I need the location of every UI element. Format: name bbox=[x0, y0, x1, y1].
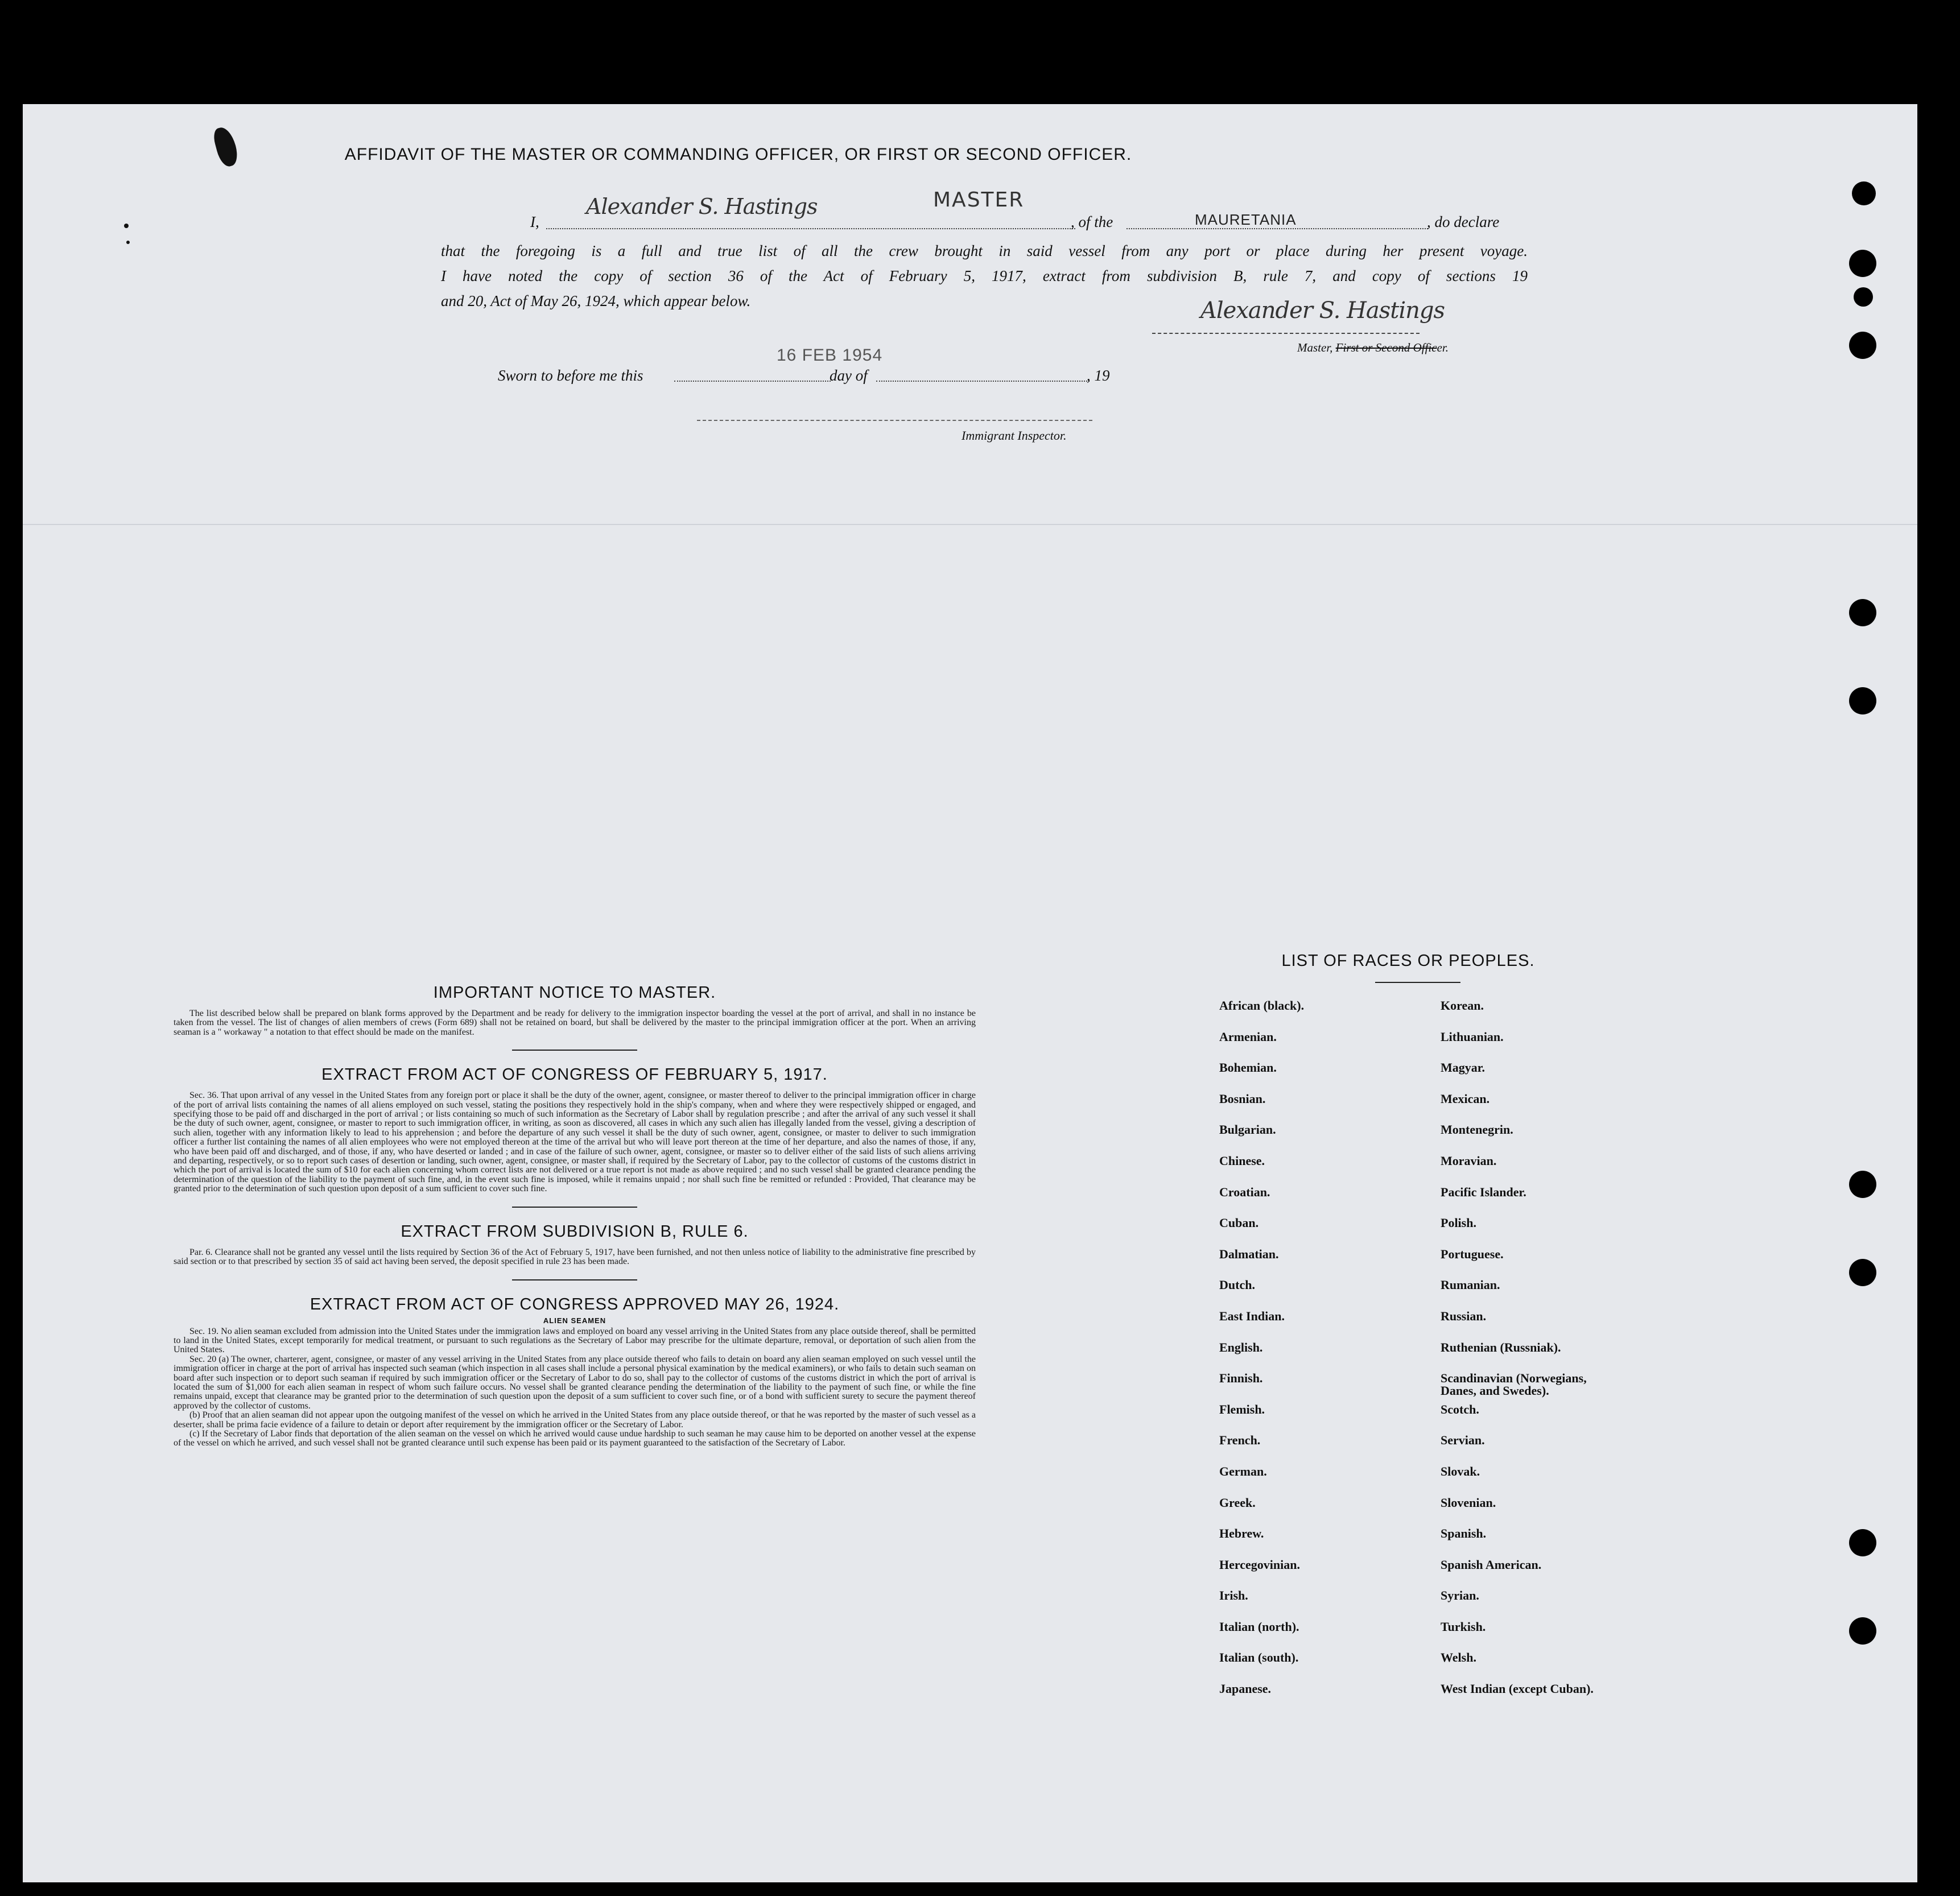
master-caption bbox=[1297, 341, 1449, 355]
race-item: Mexican. bbox=[1441, 1091, 1490, 1106]
race-item: Greek. bbox=[1219, 1495, 1256, 1510]
race-item: Turkish. bbox=[1441, 1619, 1486, 1634]
races-title: LIST OF RACES OR PEOPLES. bbox=[1281, 952, 1535, 970]
punch-hole bbox=[1849, 599, 1876, 626]
races-right-column bbox=[1441, 999, 1759, 1714]
punch-hole bbox=[1849, 1259, 1876, 1286]
master-caption-prefix: Master, bbox=[1297, 341, 1336, 354]
sworn-month-line bbox=[876, 381, 1090, 382]
race-item: Japanese. bbox=[1219, 1682, 1272, 1696]
sec-19-paragraph: Sec. 19. No alien seaman excluded from admission into the United States under the immigration laws and employed on board any vessel arriving in the United States from any place outside thereof, shall be permitted to land in the United States, except temporarily for medical treatment, or pursuant to such regulations as the Secretary of Labor may prescribe for the ultimate departure, removal, or deportation of such alien from the United States. bbox=[174, 1326, 976, 1355]
race-item: Scotch. bbox=[1441, 1402, 1479, 1416]
declaration-line-1: that the foregoing is a full and true list of all the crew brought in said vessel from any port or place during her present voyage. bbox=[441, 242, 1528, 259]
sec-20c-paragraph: (c) If the Secretary of Labor finds that deportation of the alien seaman on the vessel on which he arrived would cause undue hardship to such seaman he may cause him to be deported on another vessel at the expense of the vessel on which he arrived, and such vessel shall not be granted clearance until such expense has been paid or its payment guaranteed to the satisfaction of the Secretary of Labor. bbox=[174, 1428, 976, 1448]
race-item: Slovak. bbox=[1441, 1464, 1480, 1478]
subdivision-title: EXTRACT FROM SUBDIVISION B, RULE 6. bbox=[401, 1222, 749, 1241]
affidavit-title: AFFIDAVIT OF THE MASTER OR COMMANDING OFFICER, OR FIRST OR SECOND OFFICER. bbox=[344, 145, 1132, 164]
race-item: Chinese. bbox=[1219, 1153, 1265, 1168]
handwritten-rank: MASTER bbox=[933, 188, 1025, 212]
notice-title: IMPORTANT NOTICE TO MASTER. bbox=[433, 984, 716, 1002]
race-item: English. bbox=[1219, 1340, 1263, 1354]
race-item: African (black). bbox=[1219, 998, 1305, 1013]
race-item: Scandinavian (Norwegians, Danes, and Swedes). bbox=[1441, 1371, 1587, 1398]
punch-hole bbox=[1849, 1617, 1876, 1645]
races-title-underline bbox=[1375, 982, 1460, 983]
race-item: Hercegovinian. bbox=[1219, 1557, 1300, 1572]
race-item: Moravian. bbox=[1441, 1153, 1497, 1168]
race-item: Cuban. bbox=[1219, 1216, 1259, 1230]
received-date-stamp: 16 FEB 1954 bbox=[777, 346, 883, 365]
master-signature: Alexander S. Hastings bbox=[1200, 298, 1445, 324]
sworn-label: Sworn to before me this bbox=[498, 367, 643, 384]
vessel-name: MAURETANIA bbox=[1195, 211, 1297, 228]
extract-1924-body bbox=[174, 1327, 976, 1448]
sec-20a-paragraph: Sec. 20 (a) The owner, charterer, agent, consignee, or master of any vessel arriving in the United States from any place outside thereof who fails to detain on board any alien seaman employed on such vessel until the immigration officer in charge at the port of arrival has inspected such seaman (which inspection in all cases shall include a personal physical examination by the medical examiners), or who fails to detain such seaman on board after such inspection or to deport such seaman if required by such immigration officer or the Secretary of Labor to do so, shall pay to the collector of customs of the customs district in which the port of arrival is located the sum of $1,000 for each alien seaman in respect of whom such failure occurs. No vessel shall be granted clearance pending the determination of the liability to the payment of such fine, or while the fine remains unpaid, except that clearance may be granted prior to the determination of such question upon the deposit of a sum sufficient to cover such fine, or of a bond with sufficient surety to secure the payment thereof approved by the collector of customs. bbox=[174, 1354, 976, 1411]
ink-speck-mark bbox=[124, 224, 129, 228]
race-item: East Indian. bbox=[1219, 1308, 1285, 1323]
race-item: Ruthenian (Russniak). bbox=[1441, 1340, 1561, 1354]
master-caption-suffix: er. bbox=[1437, 341, 1449, 354]
extract-1924-title: EXTRACT FROM ACT OF CONGRESS APPROVED MAY 26, 1924. bbox=[310, 1295, 840, 1313]
race-item: Lithuanian. bbox=[1441, 1029, 1504, 1044]
sworn-day-line bbox=[674, 381, 831, 382]
race-item: Syrian. bbox=[1441, 1588, 1479, 1603]
subdivision-body: Par. 6. Clearance shall not be granted any vessel until the lists required by Section 36 of the Act of February 5, 1917, have been furnished, and not then unless notice of liability to the administrative fine prescribed by said section or to that prescribed by section 35 of said act having been served, the deposit specified in rule 23 has been made. bbox=[174, 1247, 976, 1267]
punch-hole bbox=[1849, 250, 1876, 277]
race-item: Rumanian. bbox=[1441, 1278, 1500, 1292]
inspector-line bbox=[697, 420, 1092, 421]
race-item: French. bbox=[1219, 1433, 1261, 1448]
do-declare-label: , do declare bbox=[1427, 213, 1500, 230]
notice-body: The list described below shall be prepared on blank forms approved by the Department and be ready for delivery to the immigration inspector boarding the vessel at the port of arrival, and shall in no instance be taken from the vessel. The list of changes of alien members of crews (Form 689) shall not be retained on board, but shall be delivered by the master to the principal immigration officer at the port. When an arriving seaman is a " workaway " a notation to that effect should be made on the manifest. bbox=[174, 1009, 976, 1037]
document-page bbox=[23, 104, 1917, 1882]
signature-line bbox=[1152, 333, 1420, 334]
race-item: West Indian (except Cuban). bbox=[1441, 1682, 1594, 1696]
race-item: Magyar. bbox=[1441, 1060, 1486, 1075]
punch-hole bbox=[1854, 287, 1873, 307]
race-item: Croatian. bbox=[1219, 1184, 1270, 1199]
race-item: Slovenian. bbox=[1441, 1495, 1496, 1510]
race-item: Montenegrin. bbox=[1441, 1122, 1513, 1137]
name-line bbox=[546, 228, 1075, 229]
notice-section bbox=[174, 984, 976, 1448]
punch-hole bbox=[1849, 332, 1876, 359]
race-item: Russian. bbox=[1441, 1308, 1487, 1323]
race-item: Italian (south). bbox=[1219, 1650, 1299, 1665]
race-item: Bosnian. bbox=[1219, 1091, 1266, 1106]
race-item: Irish. bbox=[1219, 1588, 1248, 1603]
punch-hole bbox=[1849, 1171, 1876, 1198]
year-label: , 19 bbox=[1087, 367, 1110, 384]
race-item: Finnish. bbox=[1219, 1371, 1263, 1386]
divider bbox=[512, 1207, 637, 1208]
declaration-line-2: I have noted the copy of section 36 of the Act of February 5, 1917, extract from subdivision B, rule 7, and copy of sections 19 bbox=[441, 267, 1528, 284]
i-label: I, bbox=[530, 213, 539, 230]
race-item: Armenian. bbox=[1219, 1029, 1277, 1044]
divider bbox=[512, 1050, 637, 1051]
race-item: Servian. bbox=[1441, 1433, 1485, 1448]
race-item: Dalmatian. bbox=[1219, 1246, 1279, 1261]
punch-hole bbox=[1849, 687, 1876, 714]
race-item: Flemish. bbox=[1219, 1402, 1265, 1416]
punch-hole bbox=[1852, 181, 1876, 205]
race-item: Portuguese. bbox=[1441, 1246, 1504, 1261]
race-item: Bohemian. bbox=[1219, 1060, 1277, 1075]
extract-1917-title: EXTRACT FROM ACT OF CONGRESS OF FEBRUARY 5, 1917. bbox=[321, 1065, 828, 1084]
divider bbox=[512, 1279, 637, 1280]
extract-1924-subtitle: ALIEN SEAMEN bbox=[543, 1316, 606, 1325]
master-caption-struck: First or Second Offic bbox=[1335, 341, 1437, 354]
day-of-label: day of bbox=[830, 367, 868, 384]
declaration-line-3: and 20, Act of May 26, 1924, which appear below. bbox=[441, 292, 751, 309]
punch-hole bbox=[1849, 1529, 1876, 1556]
race-item: Korean. bbox=[1441, 998, 1484, 1013]
inspector-label: Immigrant Inspector. bbox=[962, 428, 1067, 443]
of-the-label: , of the bbox=[1071, 213, 1113, 230]
extract-1917-body: Sec. 36. That upon arrival of any vessel in the United States from any foreign port or place it shall be the duty of the owner, agent, consignee, or master thereof to deliver to the principal immigration officer in charge of the port of arrival lists containing the names of all aliens employed on such vessel, stating the positions they respectively hold in the ship's company, when and where they were respectively shipped or engaged, and specifying those to be paid off and discharged in the port of arrival ; or lists containing so much of such information as the Secretary of Labor shall by regulation prescribe ; and after the arrival of any such vessel it shall be the duty of such owner, agent, consignee, or master to report to such immigration officer, in writing, as soon as discovered, all cases in which any such alien has illegally landed from the vessel, giving a description of such alien, together with any information likely to lead to his apprehension ; and before the departure of any such vessel it shall be the duty of such owner, agent, consignee, or master to deliver to such immigration officer a further list containing the names of all alien employees who were not employed thereon at the time of the arrival but who will leave port thereon at the time of her departure, and also the names of those, if any, who have been paid off and discharged, and of those, if any, who have deserted or landed ; and in case of the failure of such owner, agent, consignee, or master so to deliver either of the said lists of such aliens arriving and departing, respectively, or so to report such cases of desertion or landing, such owner, agent, consignee, or master shall, if required by the Secretary of Labor, pay to the collector of customs of the customs district in which the port of arrival is located the sum of $10 for each alien concerning whom correct lists are not delivered or a true report is not made as above required ; and no such vessel shall be granted clearance pending the determination of the question of the liability to the payment of such fine, and, in the event such fine is imposed, while it remains unpaid ; nor shall such fine be remitted or refunded : Provided, That clearance may be granted prior to the determination of such question upon deposit of a sum sufficient to cover such fine. bbox=[174, 1090, 976, 1194]
fold-line bbox=[23, 524, 1917, 525]
race-item: Dutch. bbox=[1219, 1278, 1255, 1292]
race-item: Italian (north). bbox=[1219, 1619, 1299, 1634]
race-item: Pacific Islander. bbox=[1441, 1184, 1526, 1199]
race-item: Spanish. bbox=[1441, 1526, 1487, 1541]
race-item: Welsh. bbox=[1441, 1650, 1476, 1665]
handwritten-name: Alexander S. Hastings bbox=[586, 194, 818, 219]
race-item: Polish. bbox=[1441, 1216, 1476, 1230]
race-item: Hebrew. bbox=[1219, 1526, 1264, 1541]
race-item: Spanish American. bbox=[1441, 1557, 1542, 1572]
race-item: German. bbox=[1219, 1464, 1267, 1478]
race-item: Bulgarian. bbox=[1219, 1122, 1276, 1137]
races-left-column bbox=[1219, 999, 1435, 1714]
ink-speck-mark bbox=[126, 241, 130, 244]
sec-20b-paragraph: (b) Proof that an alien seaman did not appear upon the outgoing manifest of the vessel on which he arrived in the United States from any place outside thereof, or that he was reported by the master of such vessel as a deserter, shall be prima facie evidence of a failure to detain or deport after requirement by the immigration officer or the Secretary of Labor. bbox=[174, 1410, 976, 1430]
